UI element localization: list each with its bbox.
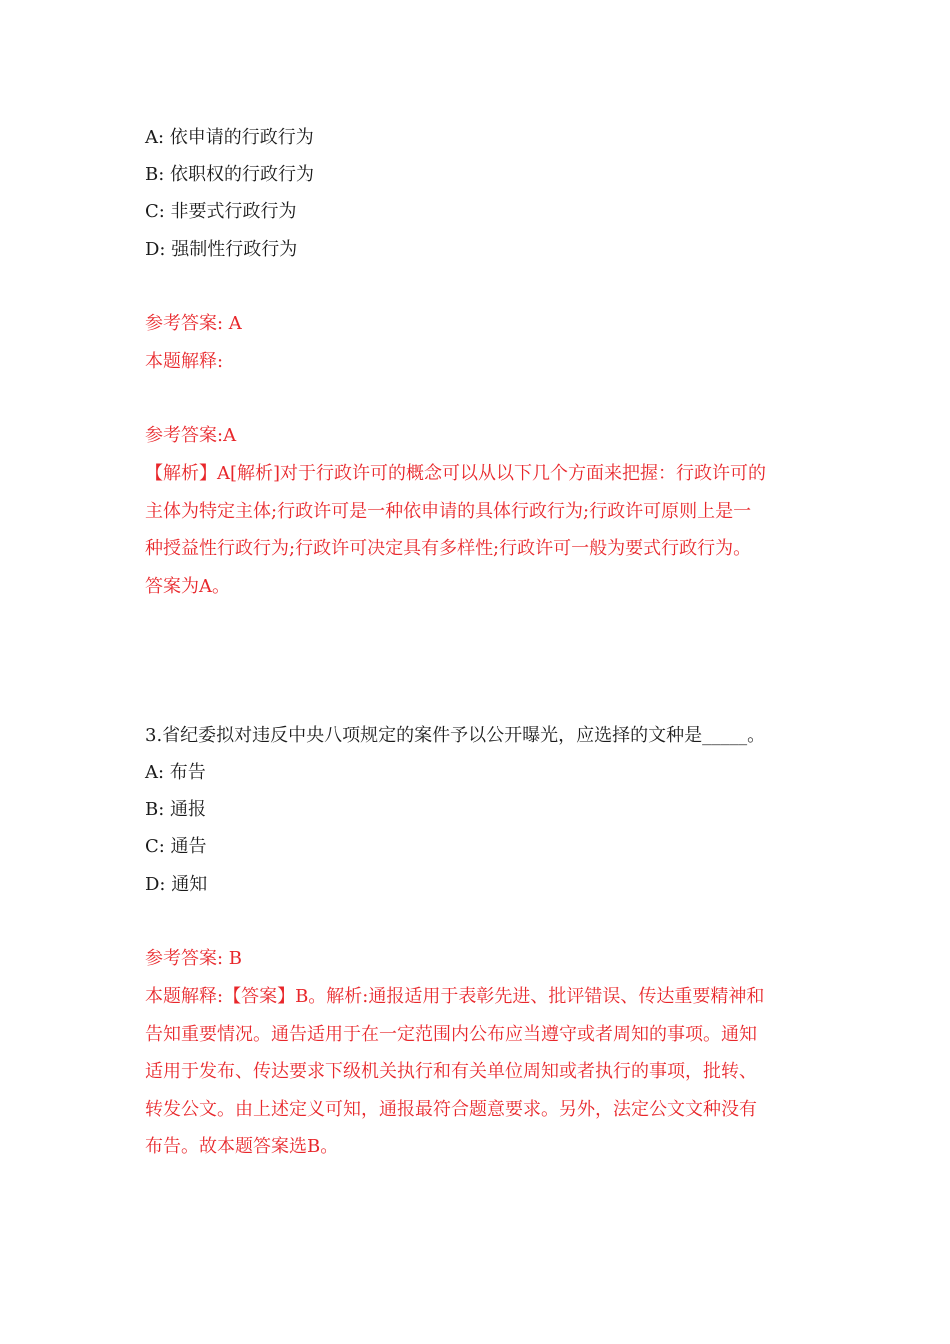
- q3-analysis-line: 适用于发布、传达要求下级机关执行和有关单位周知或者执行的事项，批转、: [145, 1061, 757, 1082]
- q3-option-c: C: 通告: [145, 836, 207, 857]
- q3-analysis-line: 告知重要情况。通告适用于在一定范围内公布应当遵守或者周知的事项。通知: [145, 1023, 757, 1045]
- q3-analysis: [145, 978, 810, 1166]
- q3-analysis-line: 转发公文。由上述定义可知，通报最符合题意要求。另外，法定公文文种没有: [145, 1098, 757, 1120]
- q2-answer-repeat: 参考答案:A: [145, 425, 237, 446]
- q2-option-a: A: 依申请的行政行为: [145, 127, 314, 148]
- q3-analysis-line: 本题解释:【答案】B。解析:通报适用于表彰先进、批评错误、传达重要精神和: [145, 986, 765, 1007]
- q2-analysis-line: 主体为特定主体;行政许可是一种依申请的具体行政行为;行政许可原则上是一: [145, 500, 752, 522]
- q3-answer: 参考答案: B: [145, 948, 243, 969]
- q2-option-c: C: 非要式行政行为: [145, 201, 297, 222]
- q2-analysis-line: 答案为A。: [145, 575, 230, 597]
- q2-analysis: [145, 455, 810, 605]
- q3-question: 3.省纪委拟对违反中央八项规定的案件予以公开曝光，应选择的文种是_____。: [145, 725, 766, 746]
- q3-option-d: D: 通知: [145, 874, 208, 895]
- q2-analysis-line: 种授益性行政行为;行政许可决定具有多样性;行政许可一般为要式行政行为。: [145, 538, 752, 559]
- q2-analysis-line: 【解析】A[解析]对于行政许可的概念可以从以下几个方面来把握：行政许可的: [145, 463, 767, 484]
- q3-analysis-line: 布告。故本题答案选B。: [145, 1136, 339, 1157]
- q3-option-a: A: 布告: [145, 762, 206, 783]
- q2-explain-label: 本题解释:: [145, 351, 224, 372]
- q2-option-d: D: 强制性行政行为: [145, 239, 298, 260]
- q3-option-b: B: 通报: [145, 799, 207, 820]
- q2-answer: 参考答案: A: [145, 313, 242, 334]
- q2-option-b: B: 依职权的行政行为: [145, 164, 315, 185]
